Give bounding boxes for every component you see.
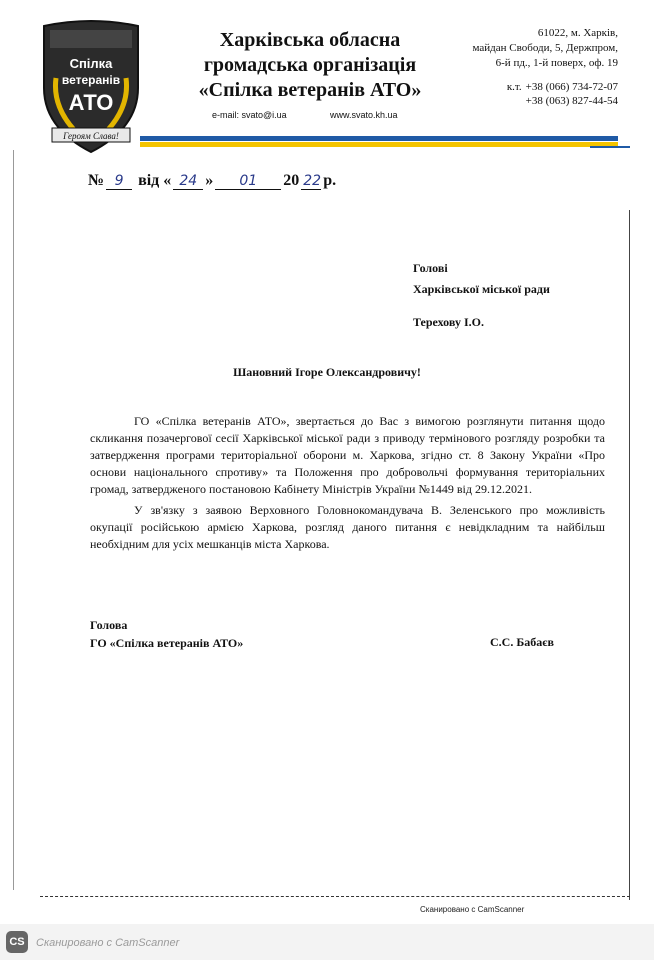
year-suffix-label: р. — [323, 172, 337, 189]
scan-edge-left — [13, 150, 14, 890]
addressee-line2: Харківської міської ради — [413, 282, 550, 296]
address-line2: майдан Свободи, 5, Держпром, — [472, 42, 618, 54]
phone-1: +38 (066) 734-72-07 — [525, 81, 618, 93]
email-line — [212, 110, 287, 120]
flag-stripe-yellow — [140, 142, 618, 147]
email-label: e-mail: — [212, 110, 240, 120]
letter-body — [90, 413, 605, 557]
signatory-name: С.С. Бабаєв — [490, 635, 554, 649]
org-title-line3: «Спілка ветеранів АТО» — [198, 79, 422, 101]
addressee-line3: Терехову І.О. — [413, 315, 484, 329]
website-link[interactable]: www.svato.kh.ua — [330, 110, 398, 120]
scanner-footer-text: Сканировано с CamScanner — [36, 937, 180, 949]
number-value: 9 — [106, 173, 132, 190]
phone-prefix: к.т. — [506, 81, 522, 93]
signature-title-line2: ГО «Спілка ветеранів АТО» — [90, 636, 244, 650]
logo-text-bottom: АТО — [68, 90, 114, 115]
year-suffix: 22 — [303, 173, 322, 189]
date-month: 01 — [215, 173, 281, 190]
scan-edge-right — [629, 210, 630, 900]
date-from-label: від « — [138, 172, 172, 189]
number-label: № — [88, 172, 105, 189]
organization-logo — [38, 18, 144, 156]
scan-edge-bottom — [40, 896, 630, 898]
phone-2: +38 (063) 827-44-54 — [525, 95, 618, 107]
year-prefix: 20 — [283, 172, 300, 189]
camscanner-icon: CS — [6, 931, 28, 953]
body-paragraph-1: ГО «Спілка ветеранів АТО», звертається до Вас з вимогою розглянути питання щодо скликання позачергової сесії Харківської міської ради з приводу термінового розгляду розробки та затвердження програми територіальної оборони м. Харкова, згідно ст. 8 Закону України «Про основи національного спротиву» та Положення про добровольчі формування територіальних громад, затвердженого постановою Кабінету Міністрів України №1449 від 29.12.2021. — [90, 414, 605, 496]
address-line1: 61022, м. Харків, — [537, 27, 618, 39]
date-close-quote: » — [205, 172, 214, 189]
addressee-line1: Голові — [413, 261, 448, 275]
scanner-watermark: Сканировано с CamScanner — [420, 905, 525, 914]
body-paragraph-2: У зв'язку з заявою Верховного Головнокомандувача В. Зеленського про можливість окупації російською армією Харкова, розгляд даного питання є невідкладним та найбільш необхідним для усіх мешканців міста Харкова. — [90, 503, 605, 551]
address-block — [440, 26, 618, 71]
addressee-block — [413, 258, 550, 333]
document-number-line — [88, 172, 336, 190]
flag-stripe-blue — [140, 136, 618, 141]
stripe-extension — [590, 146, 630, 148]
logo-text-middle: ветеранів — [61, 73, 121, 87]
org-title-line2: громадська організація — [203, 54, 417, 76]
salutation: Шановний Ігоре Олександровичу! — [233, 365, 421, 379]
org-title-line1: Харківська обласна — [219, 29, 401, 51]
organization-title — [160, 28, 460, 103]
logo-text-top: Спілка — [69, 56, 113, 71]
signature-title-line1: Голова — [90, 618, 128, 632]
address-line3: 6-й пд., 1-й поверх, оф. 19 — [495, 57, 618, 69]
signature-title — [90, 616, 243, 652]
phone-block — [470, 80, 618, 108]
date-day: 24 — [173, 173, 203, 190]
email-link[interactable]: svato@i.ua — [241, 110, 287, 120]
logo-ribbon-text: Героям Слава! — [63, 131, 119, 141]
